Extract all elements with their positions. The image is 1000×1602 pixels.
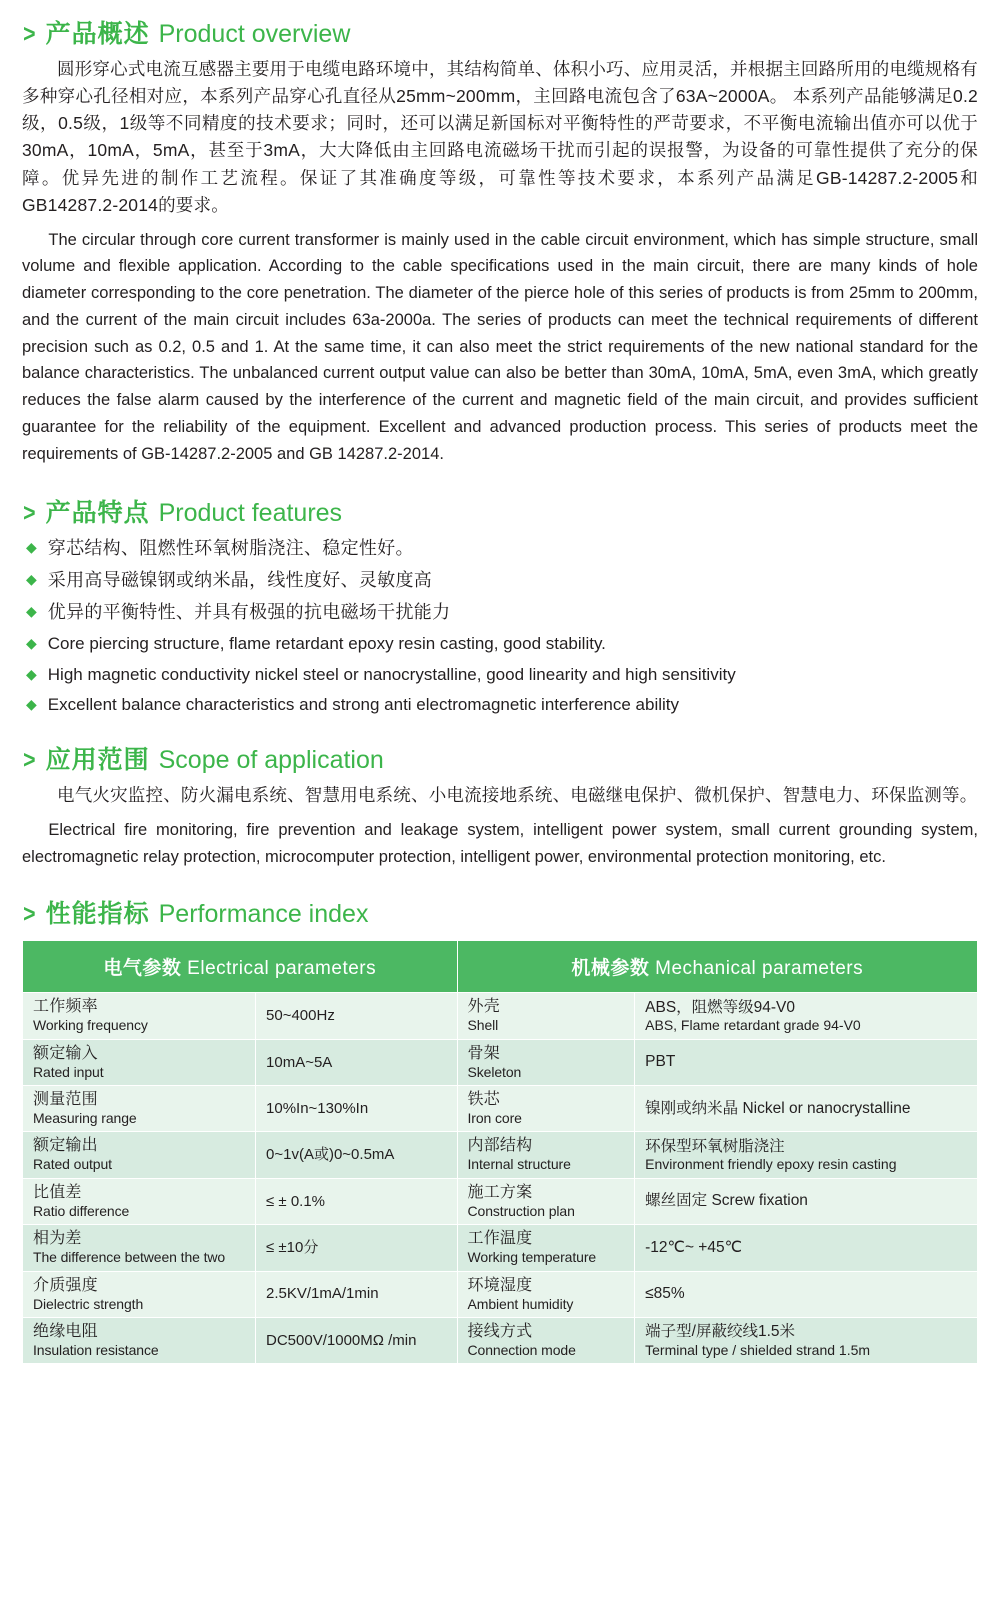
label-cn: 工作温度: [467, 1230, 533, 1248]
label-cn: 铁芯: [467, 1091, 500, 1109]
section-heading-performance: [22, 894, 978, 930]
section-performance-index: [22, 894, 978, 1364]
scope-paragraph-en: Electrical fire monitoring, fire prevention and leakage system, intelligent power system, small current grounding system, electromagnetic relay protection, microcomputer protection, intelligent power, environmental protection monitoring, etc.: [22, 820, 978, 866]
section-product-overview: [22, 14, 978, 467]
list-item: [22, 631, 978, 657]
value-line-1: 镍刚或纳米晶 Nickel or nanocrystalline: [645, 1099, 911, 1117]
section-heading-features: [22, 493, 978, 529]
header-cn: 电气参数: [103, 958, 182, 980]
scope-paragraph-cn: 电气火灾监控、防火漏电系统、智慧用电系统、小电流接地系统、电磁继电保护、微机保护、智慧电力、环保监测等。: [57, 784, 978, 805]
value-line-1: ABS，阻燃等级94-V0: [645, 998, 796, 1016]
cell-mechanical-label: [457, 1132, 635, 1178]
section-heading-overview: [22, 14, 978, 50]
cell-electrical-value: 10%In~130%In: [256, 1086, 458, 1132]
label-en: Ratio difference: [33, 1202, 130, 1219]
list-item: [22, 599, 978, 626]
table-row: [23, 1178, 978, 1224]
cell-mechanical-label: [457, 1318, 635, 1364]
list-item: [22, 692, 978, 718]
cell-electrical-label: [23, 1086, 256, 1132]
cell-electrical-value: ≤ ± 0.1%: [256, 1178, 458, 1224]
label-cn: 介质强度: [33, 1276, 98, 1294]
cell-mechanical-label: [457, 1086, 635, 1132]
label-cn: 接线方式: [467, 1323, 533, 1341]
feature-text-en: Core piercing structure, flame retardant epoxy resin casting, good stability.: [47, 634, 606, 654]
performance-table-wrap: [22, 940, 978, 1364]
label-cn: 额定输入: [33, 1044, 98, 1062]
label-cn: 相为差: [33, 1230, 82, 1248]
cell-electrical-label: [23, 993, 256, 1039]
diamond-bullet-icon: ◆: [26, 539, 37, 556]
value-line-2: Environment friendly epoxy resin casting: [645, 1156, 897, 1173]
table-row: [23, 1132, 978, 1178]
label-en: Dielectric strength: [33, 1295, 144, 1312]
label-cn: 施工方案: [467, 1183, 533, 1201]
cell-mechanical-value: [635, 1132, 978, 1178]
cell-mechanical-value: [635, 993, 978, 1039]
cell-electrical-label: [23, 1178, 256, 1224]
cell-mechanical-value: [635, 1178, 978, 1224]
value-line-1: PBT: [645, 1053, 676, 1071]
cell-electrical-label: [23, 1132, 256, 1178]
cell-mechanical-value: [635, 1039, 978, 1085]
cell-mechanical-label: [457, 993, 635, 1039]
header-cn: 机械参数: [571, 958, 650, 980]
cell-electrical-value: 0~1v(A或)0~0.5mA: [256, 1132, 458, 1178]
value-line-1: 环保型环氧树脂浇注: [645, 1137, 785, 1155]
table-row: [23, 1271, 978, 1317]
cell-electrical-value: 2.5KV/1mA/1min: [256, 1271, 458, 1317]
chevron-right-icon: >: [23, 745, 36, 774]
table-header-electrical: [23, 941, 458, 993]
section-scope-of-application: [22, 740, 978, 871]
label-cn: 比值差: [33, 1183, 82, 1201]
diamond-bullet-icon: ◆: [26, 571, 37, 588]
chevron-right-icon: >: [23, 900, 36, 929]
section-heading-scope: [22, 740, 978, 776]
cell-electrical-value: ≤ ±10分: [256, 1225, 458, 1271]
cell-electrical-value: DC500V/1000MΩ /min: [256, 1318, 458, 1364]
value-line-2: ABS, Flame retardant grade 94-V0: [645, 1016, 861, 1033]
section-title-cn: 产品特点: [45, 499, 150, 528]
label-en: Skeleton: [467, 1063, 522, 1080]
cell-electrical-label: [23, 1225, 256, 1271]
section-title-en: Product overview: [158, 20, 351, 48]
diamond-bullet-icon: ◆: [26, 603, 37, 620]
label-en: The difference between the two: [33, 1249, 226, 1266]
list-item: [22, 662, 978, 688]
cell-mechanical-value: [635, 1318, 978, 1364]
label-en: Ambient humidity: [467, 1295, 574, 1312]
label-cn: 工作频率: [33, 998, 98, 1016]
label-en: Working frequency: [33, 1017, 148, 1034]
table-row: [23, 1225, 978, 1271]
cell-mechanical-label: [457, 1178, 635, 1224]
feature-text-en: Excellent balance characteristics and strong anti electromagnetic interference ability: [47, 695, 679, 715]
header-en: Electrical parameters: [187, 958, 377, 980]
label-en: Insulation resistance: [33, 1341, 159, 1358]
overview-paragraph-en: The circular through core current transformer is mainly used in the cable circuit environment, which has simple structure, small volume and flexible application. According to the cable specifications used in the main circuit, there are many kinds of hole diameter corresponding to the core penetration. The diameter of the pierce hole of this series of products is from 25mm to 200mm, and the current of the main circuit includes 63a-2000a. The series of products can meet the technical requirements of different precision such as 0.2, 0.5 and 1. At the same time, it can also meet the strict requirements of the new national standard for the balance characteristics. The unbalanced current output value can also be better than 30mA, 10mA, 5mA, even 3mA, which greatly reduces the false alarm caused by the interference of the current and magnetic field of the main circuit, and provides sufficient guarantee for the reliability of the equipment. Excellent and advanced production process. This series of products meet the requirements of GB-14287.2-2005 and GB 14287.2-2014.: [22, 230, 978, 463]
cell-electrical-value: 10mA~5A: [256, 1039, 458, 1085]
feature-text-cn: 采用高导磁镍钢或纳米晶，线性度好、灵敏度高: [47, 570, 433, 591]
diamond-bullet-icon: ◆: [26, 665, 37, 682]
features-list: [22, 535, 978, 718]
performance-table: [22, 940, 978, 1364]
feature-text-cn: 穿芯结构、阻燃性环氧树脂浇注、稳定性好。: [47, 538, 414, 559]
value-line-1: ≤85%: [645, 1285, 685, 1303]
list-item: [22, 567, 978, 594]
cell-mechanical-label: [457, 1039, 635, 1085]
header-en: Mechanical parameters: [655, 958, 864, 980]
diamond-bullet-icon: ◆: [26, 696, 37, 713]
list-item: [22, 535, 978, 562]
feature-text-cn: 优异的平衡特性、并具有极强的抗电磁场干扰能力: [47, 602, 451, 623]
cell-electrical-label: [23, 1271, 256, 1317]
table-row: [23, 993, 978, 1039]
cell-mechanical-value: [635, 1271, 978, 1317]
diamond-bullet-icon: ◆: [26, 635, 37, 652]
label-en: Rated input: [33, 1063, 104, 1080]
chevron-right-icon: >: [23, 499, 36, 528]
cell-mechanical-label: [457, 1271, 635, 1317]
label-en: Shell: [467, 1017, 499, 1034]
label-en: Rated output: [33, 1156, 112, 1173]
section-title-cn: 应用范围: [45, 745, 150, 774]
label-en: Connection mode: [467, 1341, 576, 1358]
cell-electrical-label: [23, 1318, 256, 1364]
section-title-en: Product features: [158, 499, 343, 528]
section-title-cn: 性能指标: [45, 900, 150, 929]
label-en: Internal structure: [467, 1156, 571, 1173]
table-row: [23, 1039, 978, 1085]
section-title-en: Scope of application: [158, 745, 384, 774]
table-row: [23, 1086, 978, 1132]
label-cn: 测量范围: [33, 1091, 98, 1109]
cell-electrical-value: 50~400Hz: [256, 993, 458, 1039]
section-product-features: [22, 493, 978, 718]
chevron-right-icon: >: [23, 20, 36, 48]
feature-text-en: High magnetic conductivity nickel steel or nanocrystalline, good linearity and high sensitivity: [47, 664, 736, 684]
value-line-2: Terminal type / shielded strand 1.5m: [645, 1341, 871, 1358]
label-en: Working temperature: [467, 1249, 597, 1266]
label-en: Construction plan: [467, 1202, 575, 1219]
cell-mechanical-label: [457, 1225, 635, 1271]
value-line-1: -12℃~ +45℃: [645, 1238, 743, 1256]
cell-mechanical-value: [635, 1225, 978, 1271]
label-cn: 绝缘电阻: [33, 1323, 98, 1341]
label-cn: 骨架: [467, 1044, 500, 1062]
label-en: Iron core: [467, 1109, 522, 1126]
cell-mechanical-value: [635, 1086, 978, 1132]
overview-paragraph-cn: 圆形穿心式电流互感器主要用于电缆电路环境中，其结构简单、体积小巧、应用灵活，并根据主回路所用的电缆规格有多种穿心孔径相对应，本系列产品穿心孔直径从25mm~200mm，主回路电流包含了63A~2000A。 本系列产品能够满足0.2级，0.5级，1级等不同精度的技术要求；同时，还可以满足新国标对平衡特性的严苛要求，不平衡电流输出值亦可以优于30mA，10mA，5mA，甚至于3mA，大大降低由主回路电流磁场干扰而引起的误报警，为设备的可靠性提供了充分的保障。优异先进的制作工艺流程。保证了其准确度等级，可靠性等技术要求，本系列产品满足GB-14287.2-2005和GB14287.2-2014的要求。: [22, 59, 978, 215]
section-title-cn: 产品概述: [45, 20, 150, 48]
table-row: [23, 1318, 978, 1364]
table-header-row: [23, 941, 978, 993]
table-header-mechanical: [457, 941, 977, 993]
label-cn: 额定输出: [33, 1137, 98, 1155]
label-en: Measuring range: [33, 1109, 137, 1126]
value-line-1: 螺丝固定 Screw fixation: [645, 1192, 808, 1210]
label-cn: 环境湿度: [467, 1276, 533, 1294]
value-line-1: 端子型/屏蔽绞线1.5米: [645, 1323, 795, 1341]
label-cn: 内部结构: [467, 1137, 533, 1155]
label-cn: 外壳: [467, 998, 500, 1016]
section-title-en: Performance index: [158, 900, 369, 929]
cell-electrical-label: [23, 1039, 256, 1085]
